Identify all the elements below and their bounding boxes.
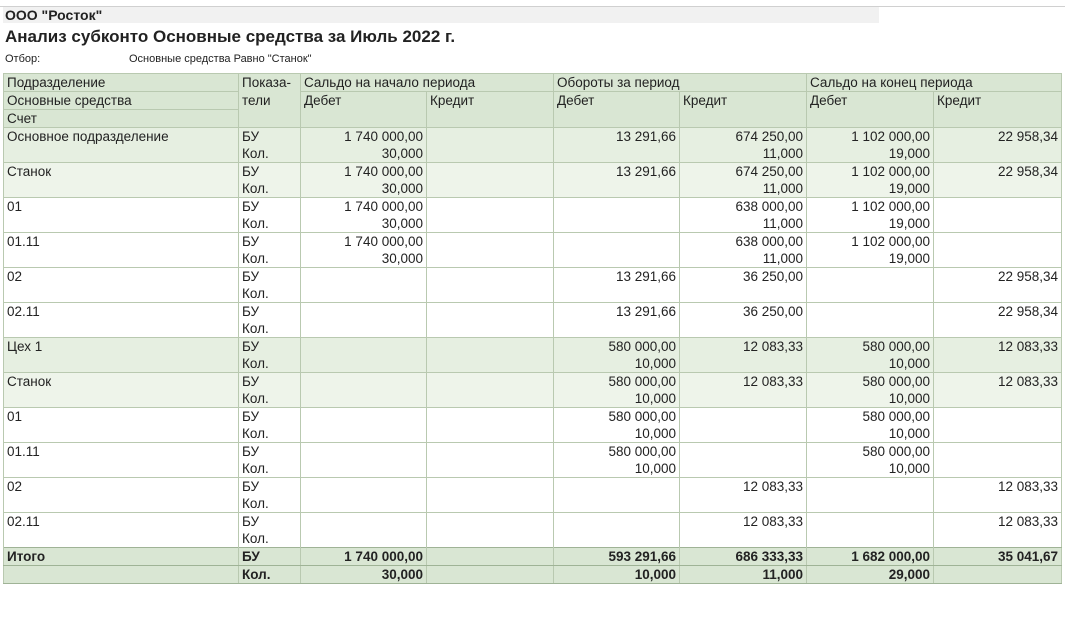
value-cell: 1 102 000,00	[807, 233, 934, 251]
value-cell: 12 083,33	[934, 338, 1062, 356]
value-cell	[301, 373, 427, 391]
value-cell	[427, 233, 554, 251]
value-cell: 674 250,00	[680, 128, 807, 146]
value-cell: 1 102 000,00	[807, 163, 934, 181]
group-row-qty	[4, 390, 1062, 408]
value-cell: 22 958,34	[934, 303, 1062, 321]
value-cell	[934, 250, 1062, 268]
value-cell	[934, 180, 1062, 198]
value-cell: 13 291,66	[554, 268, 680, 286]
indicator-label: БУ	[239, 303, 301, 321]
value-cell: 10,000	[807, 460, 934, 478]
report-title: Анализ субконто Основные средства за Июль 2022 г.	[5, 27, 456, 46]
col-header-closing: Сальдо на конец периода	[807, 74, 1062, 92]
value-cell	[554, 233, 680, 251]
indicator-label: Кол.	[239, 355, 301, 373]
col-header-turnover: Обороты за период	[554, 74, 807, 92]
group-row-qty	[4, 320, 1062, 338]
value-cell: 12 083,33	[934, 373, 1062, 391]
indicator-label: Кол.	[239, 390, 301, 408]
group-row-qty	[4, 250, 1062, 268]
value-cell: 19,000	[807, 180, 934, 198]
header-row-2	[4, 92, 1062, 110]
value-cell	[934, 355, 1062, 373]
value-cell: 22 958,34	[934, 268, 1062, 286]
value-cell	[427, 425, 554, 443]
row-name: Станок	[4, 373, 239, 391]
value-cell	[427, 460, 554, 478]
report-table	[3, 73, 1062, 584]
value-cell	[807, 513, 934, 531]
value-cell: 1 682 000,00	[807, 548, 934, 566]
indicator-label: БУ	[239, 408, 301, 426]
indicator-label: БУ	[239, 233, 301, 251]
value-cell: 580 000,00	[554, 373, 680, 391]
value-cell	[934, 320, 1062, 338]
value-cell	[427, 390, 554, 408]
row-name: 01	[4, 408, 239, 426]
row-name: Станок	[4, 163, 239, 181]
value-cell: 19,000	[807, 215, 934, 233]
value-cell	[934, 425, 1062, 443]
indicator-label: БУ	[239, 373, 301, 391]
value-cell: 11,000	[680, 145, 807, 163]
value-cell	[427, 198, 554, 216]
header-row-3	[4, 110, 1062, 128]
value-cell: 674 250,00	[680, 163, 807, 181]
value-cell	[554, 320, 680, 338]
row-name-empty	[4, 215, 239, 233]
filter-value: Основные средства Равно "Станок"	[129, 53, 312, 65]
value-cell	[427, 408, 554, 426]
value-cell	[680, 425, 807, 443]
value-cell: 1 102 000,00	[807, 198, 934, 216]
group-row-bu	[4, 338, 1062, 356]
value-cell	[427, 145, 554, 163]
group-row-qty	[4, 145, 1062, 163]
value-cell	[934, 233, 1062, 251]
group-row-qty	[4, 495, 1062, 513]
value-cell	[301, 513, 427, 531]
value-cell	[301, 443, 427, 461]
value-cell	[554, 530, 680, 548]
value-cell	[680, 285, 807, 303]
total-row-bu	[4, 548, 1062, 566]
value-cell: 12 083,33	[680, 373, 807, 391]
value-cell: 11,000	[680, 250, 807, 268]
organization-name: ООО "Росток"	[3, 7, 879, 23]
value-cell: 36 250,00	[680, 303, 807, 321]
value-cell	[427, 513, 554, 531]
indicator-label: БУ	[239, 443, 301, 461]
value-cell	[301, 285, 427, 303]
value-cell: 1 740 000,00	[301, 548, 427, 566]
value-cell: 11,000	[680, 215, 807, 233]
value-cell: 1 740 000,00	[301, 233, 427, 251]
filter-label: Отбор:	[5, 53, 41, 65]
row-name: 02	[4, 268, 239, 286]
value-cell	[807, 495, 934, 513]
value-cell	[427, 250, 554, 268]
value-cell: 580 000,00	[554, 443, 680, 461]
value-cell	[301, 460, 427, 478]
value-cell	[680, 495, 807, 513]
value-cell	[807, 268, 934, 286]
row-name: 01	[4, 198, 239, 216]
indicator-label: Кол.	[239, 180, 301, 198]
value-cell	[427, 530, 554, 548]
value-cell	[427, 180, 554, 198]
value-cell: 12 083,33	[934, 478, 1062, 496]
value-cell	[427, 443, 554, 461]
value-cell	[554, 145, 680, 163]
group-row-qty	[4, 285, 1062, 303]
col-header-dim1: Подразделение	[4, 74, 239, 92]
indicator-label: БУ	[239, 128, 301, 146]
value-cell	[427, 285, 554, 303]
row-name-empty	[4, 355, 239, 373]
value-cell	[427, 268, 554, 286]
indicator-label: БУ	[239, 513, 301, 531]
value-cell	[680, 530, 807, 548]
value-cell	[301, 268, 427, 286]
value-cell	[554, 215, 680, 233]
value-cell: 13 291,66	[554, 128, 680, 146]
value-cell: 10,000	[807, 355, 934, 373]
value-cell	[427, 566, 554, 584]
group-row-qty	[4, 355, 1062, 373]
indicator-label: БУ	[239, 478, 301, 496]
value-cell: 686 333,33	[680, 548, 807, 566]
value-cell	[680, 355, 807, 373]
value-cell: 30,000	[301, 145, 427, 163]
value-cell	[301, 478, 427, 496]
indicator-label: БУ	[239, 163, 301, 181]
col-header-dim2: Основные средства	[4, 92, 239, 110]
value-cell	[301, 320, 427, 338]
col-header-indicators: Показа-	[239, 74, 301, 92]
group-row-bu	[4, 373, 1062, 391]
value-cell	[554, 495, 680, 513]
value-cell	[427, 128, 554, 146]
col-header-turnover-debit: Дебет	[554, 92, 680, 110]
value-cell	[301, 355, 427, 373]
value-cell: 580 000,00	[807, 373, 934, 391]
group-row-bu	[4, 268, 1062, 286]
value-cell	[807, 303, 934, 321]
indicator-label: Кол.	[239, 285, 301, 303]
row-name: Цех 1	[4, 338, 239, 356]
value-cell	[934, 198, 1062, 216]
value-cell	[807, 530, 934, 548]
indicator-label: БУ	[239, 338, 301, 356]
value-cell: 12 083,33	[680, 478, 807, 496]
value-cell: 580 000,00	[554, 408, 680, 426]
col-header-closing-credit: Кредит	[934, 92, 1062, 110]
value-cell: 22 958,34	[934, 163, 1062, 181]
value-cell	[934, 566, 1062, 584]
value-cell	[554, 250, 680, 268]
value-cell: 11,000	[680, 180, 807, 198]
group-row-bu	[4, 233, 1062, 251]
value-cell	[807, 320, 934, 338]
value-cell: 593 291,66	[554, 548, 680, 566]
row-name-empty	[4, 566, 239, 584]
value-cell: 10,000	[554, 425, 680, 443]
row-name-empty	[4, 250, 239, 268]
value-cell	[807, 478, 934, 496]
value-cell: 1 740 000,00	[301, 128, 427, 146]
row-name: 02.11	[4, 513, 239, 531]
value-cell	[301, 408, 427, 426]
row-name-empty	[4, 530, 239, 548]
group-row-bu	[4, 478, 1062, 496]
row-name-empty	[4, 495, 239, 513]
value-cell: 1 740 000,00	[301, 163, 427, 181]
value-cell: 22 958,34	[934, 128, 1062, 146]
value-cell	[427, 373, 554, 391]
indicator-label: БУ	[239, 198, 301, 216]
value-cell	[301, 303, 427, 321]
value-cell: 10,000	[807, 390, 934, 408]
value-cell: 580 000,00	[807, 443, 934, 461]
value-cell	[680, 390, 807, 408]
value-cell	[934, 285, 1062, 303]
value-cell	[554, 198, 680, 216]
value-cell: 10,000	[807, 425, 934, 443]
row-name-empty	[4, 425, 239, 443]
row-name: 02.11	[4, 303, 239, 321]
value-cell: 11,000	[680, 566, 807, 584]
value-cell	[301, 530, 427, 548]
indicator-label: Кол.	[239, 460, 301, 478]
value-cell	[427, 320, 554, 338]
value-cell	[427, 495, 554, 513]
col-header-turnover-credit: Кредит	[680, 92, 807, 110]
value-cell: 10,000	[554, 460, 680, 478]
value-cell: 13 291,66	[554, 303, 680, 321]
row-name: Итого	[4, 548, 239, 566]
value-cell: 12 083,33	[680, 513, 807, 531]
value-cell	[807, 285, 934, 303]
group-row-bu	[4, 198, 1062, 216]
value-cell: 10,000	[554, 566, 680, 584]
value-cell	[934, 495, 1062, 513]
value-cell	[934, 215, 1062, 233]
indicator-label: Кол.	[239, 530, 301, 548]
row-name: 01.11	[4, 233, 239, 251]
group-row-qty	[4, 180, 1062, 198]
value-cell	[427, 355, 554, 373]
value-cell	[427, 548, 554, 566]
value-cell: 30,000	[301, 566, 427, 584]
indicator-label: Кол.	[239, 215, 301, 233]
col-header-opening-debit: Дебет	[301, 92, 427, 110]
value-cell	[554, 180, 680, 198]
value-cell	[554, 478, 680, 496]
col-header-opening-credit: Кредит	[427, 92, 554, 110]
value-cell	[680, 408, 807, 426]
value-cell	[554, 513, 680, 531]
group-row-bu	[4, 443, 1062, 461]
value-cell	[301, 495, 427, 513]
value-cell: 580 000,00	[554, 338, 680, 356]
row-name: 01.11	[4, 443, 239, 461]
row-name-empty	[4, 145, 239, 163]
col-header-dim3: Счет	[4, 110, 239, 128]
row-name-empty	[4, 460, 239, 478]
value-cell: 35 041,67	[934, 548, 1062, 566]
value-cell: 638 000,00	[680, 233, 807, 251]
value-cell	[934, 145, 1062, 163]
row-name-empty	[4, 285, 239, 303]
group-row-bu	[4, 513, 1062, 531]
value-cell: 19,000	[807, 250, 934, 268]
indicator-label: Кол.	[239, 320, 301, 338]
value-cell	[934, 408, 1062, 426]
value-cell: 13 291,66	[554, 163, 680, 181]
value-cell: 30,000	[301, 215, 427, 233]
group-row-bu	[4, 303, 1062, 321]
indicator-label: Кол.	[239, 566, 301, 584]
value-cell: 36 250,00	[680, 268, 807, 286]
value-cell: 12 083,33	[934, 513, 1062, 531]
row-name-empty	[4, 180, 239, 198]
group-row-qty	[4, 460, 1062, 478]
row-name-empty	[4, 320, 239, 338]
value-cell	[680, 443, 807, 461]
col-header-closing-debit: Дебет	[807, 92, 934, 110]
indicator-label: БУ	[239, 268, 301, 286]
row-name: 02	[4, 478, 239, 496]
value-cell: 30,000	[301, 180, 427, 198]
value-cell	[934, 390, 1062, 408]
row-name-empty	[4, 390, 239, 408]
total-row-qty	[4, 566, 1062, 584]
value-cell: 580 000,00	[807, 338, 934, 356]
value-cell: 1 740 000,00	[301, 198, 427, 216]
col-header-opening: Сальдо на начало периода	[301, 74, 554, 92]
value-cell	[934, 443, 1062, 461]
group-row-bu	[4, 128, 1062, 146]
indicator-label: Кол.	[239, 250, 301, 268]
group-row-qty	[4, 215, 1062, 233]
group-row-qty	[4, 530, 1062, 548]
value-cell: 580 000,00	[807, 408, 934, 426]
value-cell: 638 000,00	[680, 198, 807, 216]
value-cell: 1 102 000,00	[807, 128, 934, 146]
value-cell: 10,000	[554, 355, 680, 373]
indicator-label: Кол.	[239, 425, 301, 443]
value-cell	[427, 163, 554, 181]
row-name: Основное подразделение	[4, 128, 239, 146]
value-cell	[427, 338, 554, 356]
col-header-indicators-2: тели	[239, 92, 301, 110]
value-cell	[301, 425, 427, 443]
value-cell: 30,000	[301, 250, 427, 268]
indicator-label: Кол.	[239, 145, 301, 163]
value-cell	[427, 303, 554, 321]
value-cell	[680, 460, 807, 478]
value-cell	[301, 338, 427, 356]
value-cell	[301, 390, 427, 408]
group-row-qty	[4, 425, 1062, 443]
indicator-label: БУ	[239, 548, 301, 566]
indicator-label: Кол.	[239, 495, 301, 513]
value-cell	[680, 320, 807, 338]
group-row-bu	[4, 408, 1062, 426]
header-row-1	[4, 74, 1062, 92]
value-cell	[427, 215, 554, 233]
value-cell	[934, 530, 1062, 548]
value-cell	[427, 478, 554, 496]
value-cell	[934, 460, 1062, 478]
value-cell: 19,000	[807, 145, 934, 163]
value-cell: 10,000	[554, 390, 680, 408]
group-row-bu	[4, 163, 1062, 181]
value-cell: 12 083,33	[680, 338, 807, 356]
value-cell: 29,000	[807, 566, 934, 584]
value-cell	[554, 285, 680, 303]
